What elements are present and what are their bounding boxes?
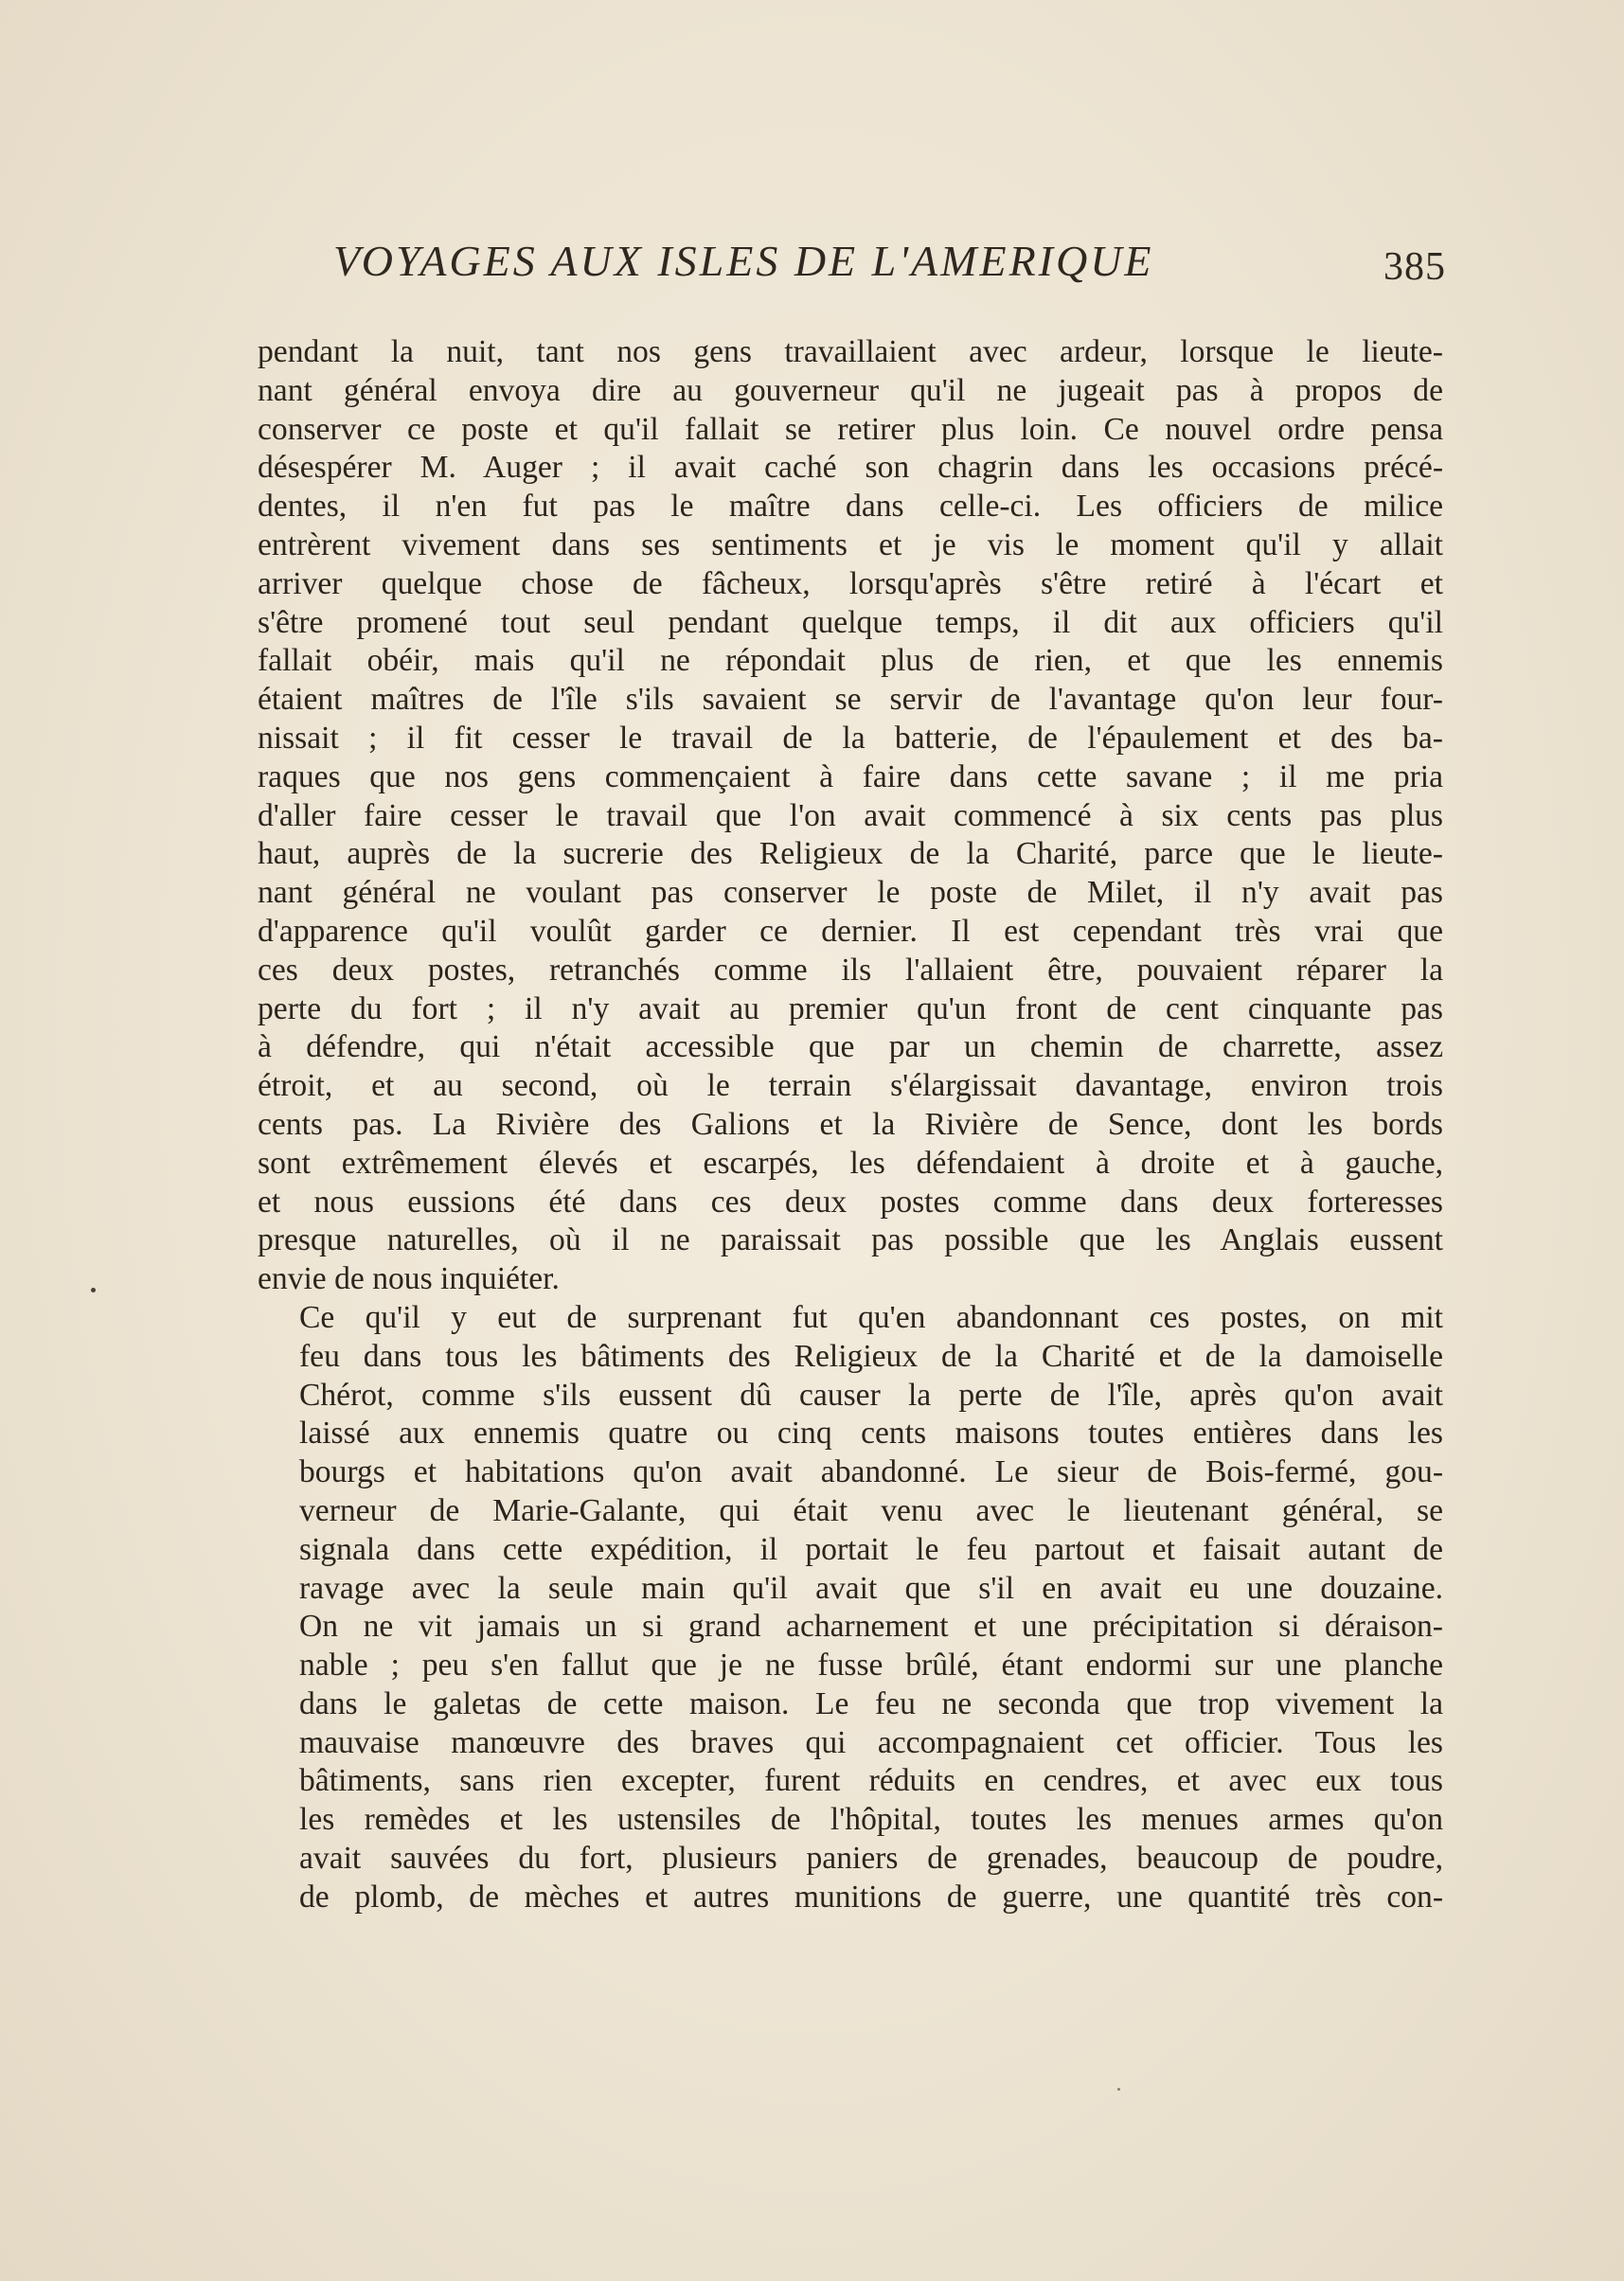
text-line: ces deux postes, retranchés comme ils l'allaient être, pouvaient réparer la xyxy=(258,952,1443,988)
text-line: nant général envoya dire au gouverneur qu'il ne jugeait pas à propos de xyxy=(258,372,1443,408)
page-header xyxy=(333,227,1446,295)
text-line: avait sauvées du fort, plusieurs paniers de grenades, beaucoup de poudre, xyxy=(299,1841,1443,1877)
text-line: conserver ce poste et qu'il fallait se retirer plus loin. Ce nouvel ordre pensa xyxy=(258,411,1443,447)
text-line: étaient maîtres de l'île s'ils savaient se servir de l'avantage qu'on leur four- xyxy=(258,682,1443,718)
paper-speck xyxy=(1117,2088,1120,2091)
text-line: les remèdes et les ustensiles de l'hôpital, toutes les menues armes qu'on xyxy=(299,1802,1443,1838)
text-line: nissait ; il fit cesser le travail de la batterie, de l'épaulement et des ba- xyxy=(258,720,1443,756)
text-line: cents pas. La Rivière des Galions et la Rivière de Sence, dont les bords xyxy=(258,1106,1443,1142)
text-line: feu dans tous les bâtiments des Religieux de la Charité et de la damoiselle xyxy=(299,1338,1443,1374)
running-title: VOYAGES AUX ISLES DE L'AMERIQUE xyxy=(333,237,1154,285)
text-line: laissé aux ennemis quatre ou cinq cents maisons toutes entières dans les xyxy=(299,1416,1443,1452)
text-line: raques que nos gens commençaient à faire dans cette savane ; il me pria xyxy=(258,758,1443,794)
text-line: verneur de Marie-Galante, qui était venu avec le lieutenant général, se xyxy=(299,1492,1443,1528)
text-line: s'être promené tout seul pendant quelque temps, il dit aux officiers qu'il xyxy=(258,604,1443,640)
text-line: étroit, et au second, où le terrain s'élargissait davantage, environ trois xyxy=(258,1068,1443,1104)
paragraph-2 xyxy=(258,1299,1443,1917)
margin-ink-dot xyxy=(91,1288,96,1292)
text-line: presque naturelles, où il ne paraissait pas possible que les Anglais eussent xyxy=(258,1222,1443,1258)
text-line: Ce qu'il y eut de surprenant fut qu'en abandonnant ces postes, on mit xyxy=(299,1299,1443,1335)
text-line: signala dans cette expédition, il portait le feu partout et faisait autant de xyxy=(299,1531,1443,1567)
text-line: fallait obéir, mais qu'il ne répondait plus de rien, et que les ennemis xyxy=(258,643,1443,679)
text-line: haut, auprès de la sucrerie des Religieux de la Charité, parce que le lieute- xyxy=(258,836,1443,872)
text-line: bâtiments, sans rien excepter, furent réduits en cendres, et avec eux tous xyxy=(299,1763,1443,1799)
text-line: perte du fort ; il n'y avait au premier qu'un front de cent cinquante pas xyxy=(258,990,1443,1026)
body-text xyxy=(258,333,1443,1917)
text-line: dentes, il n'en fut pas le maître dans celle-ci. Les officiers de milice xyxy=(258,489,1443,525)
text-line: de plomb, de mèches et autres munitions de guerre, une quantité très con- xyxy=(299,1879,1443,1915)
text-line: Chérot, comme s'ils eussent dû causer la perte de l'île, après qu'on avait xyxy=(299,1377,1443,1413)
text-line: entrèrent vivement dans ses sentiments et je vis le moment qu'il y allait xyxy=(258,526,1443,562)
text-line: mauvaise manœuvre des braves qui accompagnaient cet officier. Tous les xyxy=(299,1724,1443,1760)
page-number: 385 xyxy=(1383,245,1446,289)
text-line: d'apparence qu'il voulût garder ce dernier. Il est cependant très vrai que xyxy=(258,913,1443,949)
text-line: dans le galetas de cette maison. Le feu ne seconda que trop vivement la xyxy=(299,1685,1443,1721)
text-line: pendant la nuit, tant nos gens travaillaient avec ardeur, lorsque le lieute- xyxy=(258,334,1443,369)
text-line: nable ; peu s'en fallut que je ne fusse brûlé, étant endormi sur une planche xyxy=(299,1648,1443,1684)
text-line: désespérer M. Auger ; il avait caché son chagrin dans les occasions précé- xyxy=(258,450,1443,486)
text-line: envie de nous inquiéter. xyxy=(258,1261,560,1297)
text-line: et nous eussions été dans ces deux postes comme dans deux forteresses xyxy=(258,1184,1443,1220)
text-line: d'aller faire cesser le travail que l'on avait commencé à six cents pas plus xyxy=(258,797,1443,833)
paragraph-1 xyxy=(258,333,1443,1299)
text-line: à défendre, qui n'était accessible que par un chemin de charrette, assez xyxy=(258,1029,1443,1065)
text-line: bourgs et habitations qu'on avait abandonné. Le sieur de Bois-fermé, gou- xyxy=(299,1454,1443,1490)
text-line: ravage avec la seule main qu'il avait que s'il en avait eu une douzaine. xyxy=(299,1570,1443,1606)
text-line: arriver quelque chose de fâcheux, lorsqu'après s'être retiré à l'écart et xyxy=(258,565,1443,601)
text-line: nant général ne voulant pas conserver le poste de Milet, il n'y avait pas xyxy=(258,875,1443,911)
text-line: sont extrêmement élevés et escarpés, les défendaient à droite et à gauche, xyxy=(258,1145,1443,1181)
text-line: On ne vit jamais un si grand acharnement et une précipitation si déraison- xyxy=(299,1609,1443,1645)
